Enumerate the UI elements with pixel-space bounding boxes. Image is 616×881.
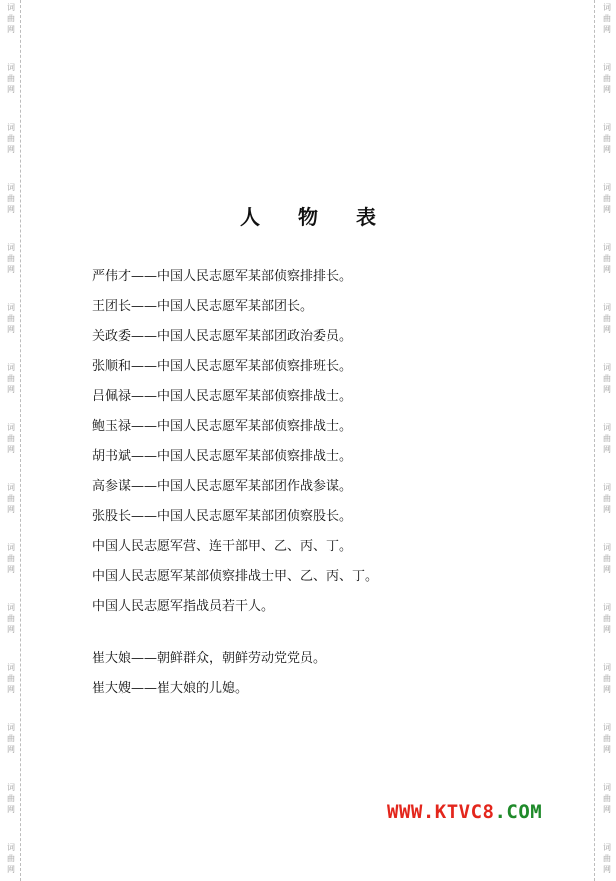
- watermark-char: 曲: [7, 194, 15, 203]
- watermark-stamp: [4, 482, 18, 515]
- watermark-stamp: [600, 362, 614, 395]
- watermark-char: 曲: [603, 494, 611, 503]
- watermark-char: 网: [603, 745, 611, 754]
- watermark-stamp: [4, 2, 18, 35]
- watermark-stamp: [600, 482, 614, 515]
- watermark-char: 网: [603, 685, 611, 694]
- watermark-char: 词: [7, 423, 15, 432]
- watermark-stamp: [4, 242, 18, 275]
- watermark-char: 网: [7, 685, 15, 694]
- watermark-char: 曲: [603, 314, 611, 323]
- watermark-char: 曲: [603, 134, 611, 143]
- watermark-stamp: [600, 302, 614, 335]
- watermark-char: 词: [603, 3, 611, 12]
- watermark-char: 网: [603, 265, 611, 274]
- watermark-char: 曲: [7, 374, 15, 383]
- watermark-char: 网: [7, 445, 15, 454]
- watermark-char: 曲: [7, 734, 15, 743]
- watermark-char: 词: [7, 723, 15, 732]
- watermark-char: 词: [7, 603, 15, 612]
- cast-entry: 崔大嫂——崔大娘的儿媳。: [92, 681, 249, 696]
- cast-entry: 高参谋——中国人民志愿军某部团作战参谋。: [92, 479, 353, 494]
- watermark-char: 词: [603, 483, 611, 492]
- watermark-char: 网: [603, 385, 611, 394]
- watermark-char: 词: [603, 303, 611, 312]
- watermark-char: 网: [7, 505, 15, 514]
- watermark-char: 词: [7, 243, 15, 252]
- right-margin-watermark: [598, 0, 616, 881]
- watermark-char: 网: [7, 625, 15, 634]
- watermark-char: 曲: [603, 794, 611, 803]
- watermark-char: 曲: [603, 674, 611, 683]
- watermark-char: 网: [7, 805, 15, 814]
- watermark-stamp: [4, 722, 18, 755]
- watermark-char: 网: [603, 85, 611, 94]
- left-margin-watermark: [0, 0, 18, 881]
- footer-url-part1: WWW.KTVC8: [387, 801, 495, 823]
- watermark-char: 曲: [7, 74, 15, 83]
- watermark-char: 曲: [603, 434, 611, 443]
- watermark-stamp: [4, 542, 18, 575]
- watermark-char: 词: [603, 183, 611, 192]
- watermark-char: 词: [7, 483, 15, 492]
- watermark-stamp: [600, 62, 614, 95]
- watermark-char: 词: [603, 243, 611, 252]
- watermark-char: 曲: [603, 734, 611, 743]
- watermark-stamp: [600, 422, 614, 455]
- watermark-char: 曲: [7, 14, 15, 23]
- watermark-char: 词: [7, 783, 15, 792]
- cast-entry: 关政委——中国人民志愿军某部团政治委员。: [92, 329, 353, 344]
- watermark-char: 词: [603, 543, 611, 552]
- watermark-char: 网: [603, 325, 611, 334]
- cast-entry: 崔大娘——朝鲜群众，朝鲜劳动党党员。: [92, 651, 327, 666]
- watermark-stamp: [600, 242, 614, 275]
- watermark-char: 词: [603, 423, 611, 432]
- page-title: 人物表: [240, 205, 414, 230]
- cast-entry: 中国人民志愿军某部侦察排战士甲、乙、丙、丁。: [92, 569, 379, 584]
- watermark-char: 词: [7, 123, 15, 132]
- cast-entry: 鲍玉禄——中国人民志愿军某部侦察排战士。: [92, 419, 353, 434]
- watermark-stamp: [4, 602, 18, 635]
- watermark-char: 网: [7, 865, 15, 874]
- watermark-char: 词: [603, 123, 611, 132]
- watermark-char: 网: [7, 25, 15, 34]
- watermark-stamp: [600, 2, 614, 35]
- watermark-char: 曲: [603, 194, 611, 203]
- cast-entry: 中国人民志愿军指战员若干人。: [92, 599, 275, 614]
- watermark-stamp: [600, 602, 614, 635]
- watermark-char: 曲: [7, 134, 15, 143]
- watermark-stamp: [4, 302, 18, 335]
- watermark-stamp: [4, 362, 18, 395]
- cast-entry: 张股长——中国人民志愿军某部团侦察股长。: [92, 509, 353, 524]
- watermark-stamp: [600, 722, 614, 755]
- watermark-char: 网: [7, 205, 15, 214]
- watermark-char: 词: [603, 363, 611, 372]
- watermark-char: 词: [603, 663, 611, 672]
- cast-list: [92, 266, 378, 708]
- footer-url-part2: .COM: [494, 801, 543, 823]
- watermark-char: 曲: [603, 254, 611, 263]
- watermark-char: 词: [7, 303, 15, 312]
- watermark-char: 网: [7, 325, 15, 334]
- watermark-char: 曲: [603, 854, 611, 863]
- watermark-stamp: [4, 842, 18, 875]
- watermark-char: 网: [603, 625, 611, 634]
- watermark-char: 网: [603, 805, 611, 814]
- watermark-stamp: [600, 662, 614, 695]
- cast-entry: 中国人民志愿军营、连干部甲、乙、丙、丁。: [92, 539, 353, 554]
- watermark-char: 网: [7, 85, 15, 94]
- watermark-char: 曲: [7, 254, 15, 263]
- watermark-char: 词: [7, 843, 15, 852]
- watermark-char: 网: [603, 505, 611, 514]
- watermark-char: 曲: [603, 14, 611, 23]
- watermark-char: 词: [7, 3, 15, 12]
- watermark-char: 网: [603, 565, 611, 574]
- watermark-char: 曲: [7, 614, 15, 623]
- watermark-char: 词: [7, 663, 15, 672]
- watermark-char: 曲: [7, 314, 15, 323]
- watermark-char: 网: [603, 865, 611, 874]
- watermark-char: 曲: [7, 854, 15, 863]
- watermark-char: 曲: [7, 494, 15, 503]
- watermark-char: 网: [603, 25, 611, 34]
- footer-url: [387, 801, 542, 823]
- watermark-stamp: [600, 122, 614, 155]
- watermark-char: 曲: [603, 374, 611, 383]
- watermark-char: 词: [603, 603, 611, 612]
- watermark-stamp: [4, 122, 18, 155]
- cast-entry: 严伟才——中国人民志愿军某部侦察排排长。: [92, 269, 353, 284]
- watermark-stamp: [600, 782, 614, 815]
- watermark-stamp: [4, 422, 18, 455]
- cast-entry: 张顺和——中国人民志愿军某部侦察排班长。: [92, 359, 353, 374]
- cast-entry: 王团长——中国人民志愿军某部团长。: [92, 299, 314, 314]
- watermark-char: 词: [7, 543, 15, 552]
- cast-entry: 胡书斌——中国人民志愿军某部侦察排战士。: [92, 449, 353, 464]
- watermark-char: 网: [7, 565, 15, 574]
- watermark-stamp: [600, 842, 614, 875]
- watermark-char: 词: [603, 783, 611, 792]
- watermark-char: 词: [7, 183, 15, 192]
- watermark-char: 词: [7, 363, 15, 372]
- watermark-char: 网: [7, 265, 15, 274]
- watermark-char: 网: [603, 205, 611, 214]
- cast-entry: 吕佩禄——中国人民志愿军某部侦察排战士。: [92, 389, 353, 404]
- watermark-char: 曲: [603, 554, 611, 563]
- watermark-char: 网: [7, 145, 15, 154]
- watermark-char: 网: [603, 445, 611, 454]
- watermark-char: 曲: [603, 614, 611, 623]
- watermark-char: 曲: [7, 434, 15, 443]
- watermark-char: 曲: [7, 794, 15, 803]
- watermark-stamp: [600, 542, 614, 575]
- watermark-stamp: [4, 62, 18, 95]
- watermark-stamp: [4, 662, 18, 695]
- watermark-char: 网: [7, 385, 15, 394]
- watermark-stamp: [4, 782, 18, 815]
- watermark-char: 词: [603, 723, 611, 732]
- watermark-char: 词: [603, 843, 611, 852]
- watermark-char: 词: [603, 63, 611, 72]
- watermark-char: 网: [603, 145, 611, 154]
- watermark-char: 网: [7, 745, 15, 754]
- watermark-char: 词: [7, 63, 15, 72]
- watermark-char: 曲: [7, 554, 15, 563]
- watermark-char: 曲: [603, 74, 611, 83]
- watermark-char: 曲: [7, 674, 15, 683]
